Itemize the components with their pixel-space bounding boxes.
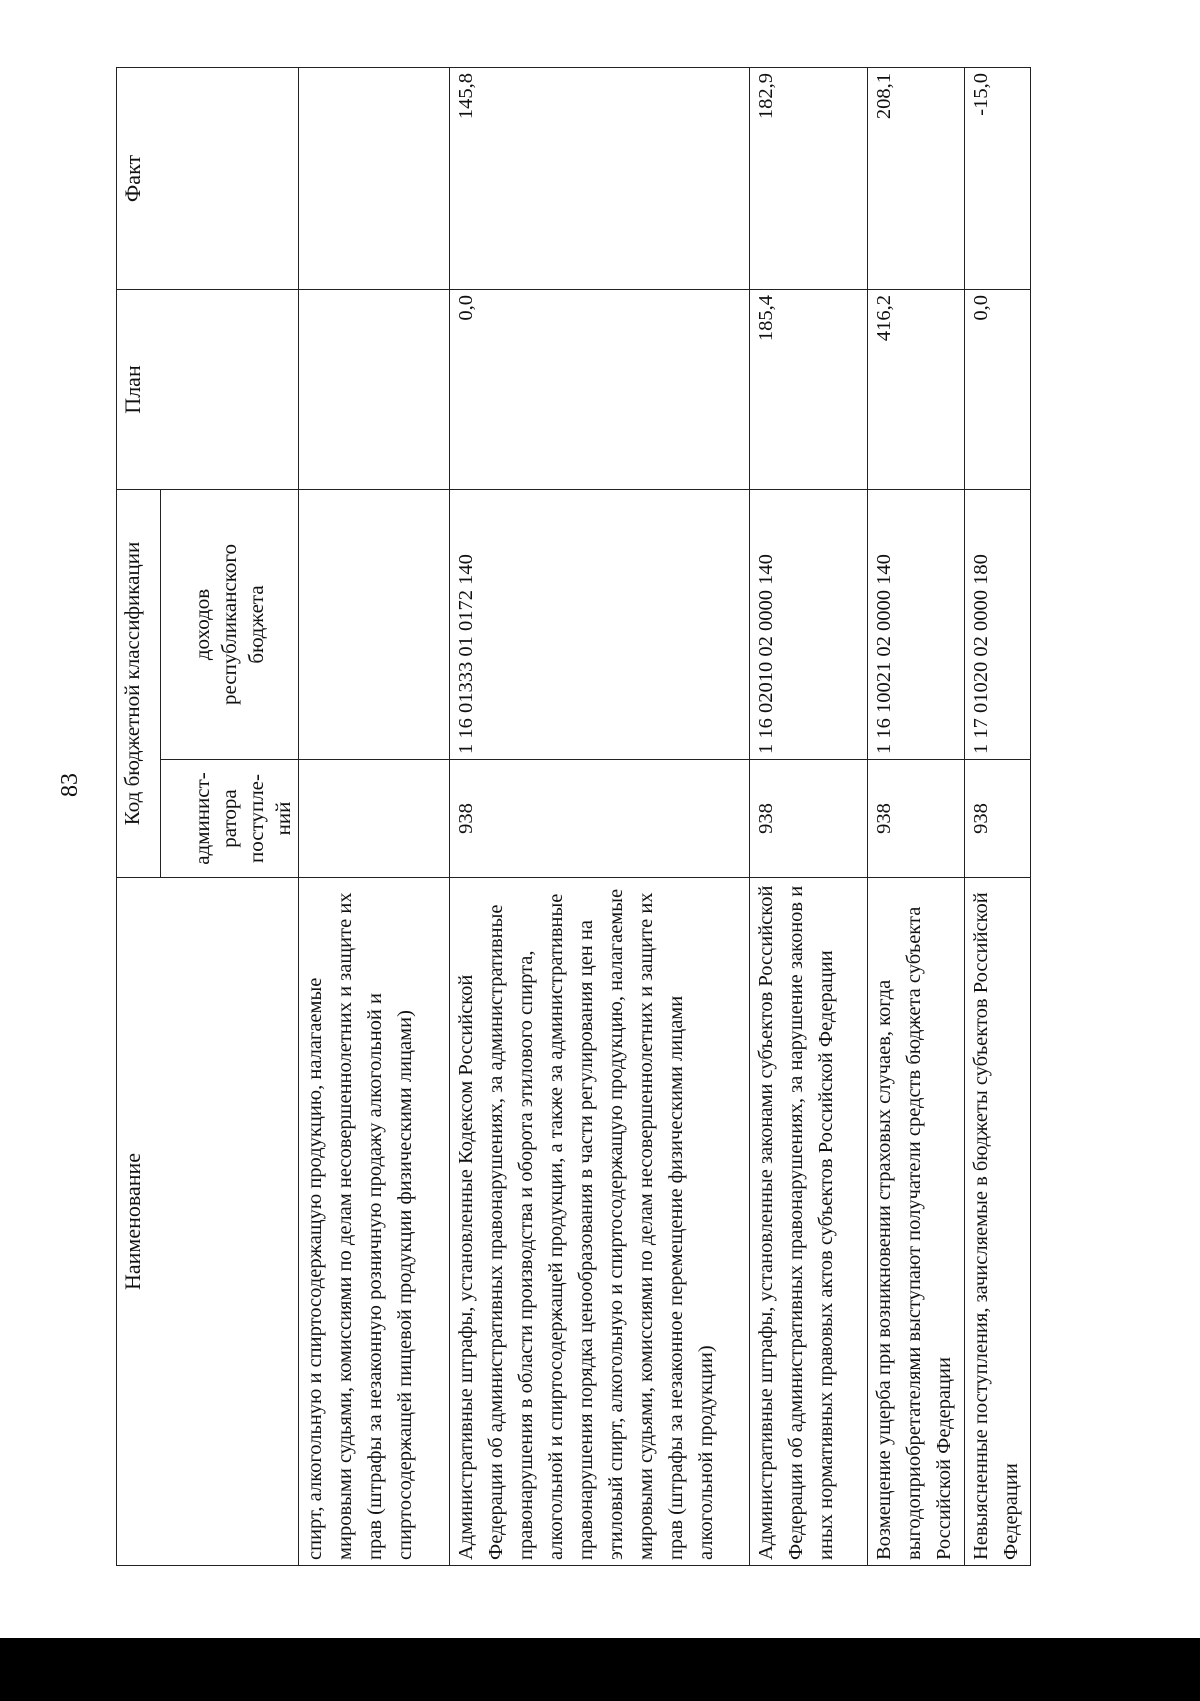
- row-2-code: 1 16 02010 02 0000 140: [750, 489, 868, 759]
- row-3-fact: 208,1: [868, 67, 965, 289]
- header-fact: [117, 67, 299, 289]
- row-0-code: [299, 489, 450, 759]
- table-row: [299, 67, 450, 1565]
- header-income-label: доходов республиканского бюджета: [190, 544, 268, 705]
- header-admin-label: админист- ратора поступле- ний: [190, 772, 295, 865]
- row-3-code: 1 16 10021 02 0000 140: [868, 489, 965, 759]
- table-row: [964, 67, 1030, 1565]
- header-name: [117, 878, 299, 1566]
- row-0-fact: [299, 67, 450, 289]
- row-4-fact: -15,0: [964, 67, 1030, 289]
- header-income: [161, 489, 299, 759]
- budget-table: [116, 67, 1031, 1566]
- header-plan-label: План: [120, 365, 145, 414]
- row-0-admin: [299, 760, 450, 878]
- row-1-fact: 145,8: [449, 67, 750, 289]
- header-fact-label: Факт: [120, 154, 145, 203]
- row-0-plan: [299, 289, 450, 489]
- header-name-label: Наименование: [120, 1152, 145, 1291]
- header-row-1: [117, 67, 161, 1565]
- row-2-fact: 182,9: [750, 67, 868, 289]
- row-4-plan: 0,0: [964, 289, 1030, 489]
- header-code-group: [117, 489, 161, 877]
- table-row: [868, 67, 965, 1565]
- row-4-name: Невыясненные поступления, зачисляемые в бюджеты субъектов Российской Федерации: [964, 878, 1030, 1566]
- row-4-code: 1 17 01020 02 0000 180: [964, 489, 1030, 759]
- budget-table-rotated: [116, 68, 1031, 1566]
- row-3-admin: 938: [868, 760, 965, 878]
- scan-bottom-edge: [0, 1638, 1200, 1701]
- row-0-name: спирт, алкогольную и спиртосодержащую продукцию, налагаемые мировыми судьями, комиссиями по делам несовершеннолетних и защите их прав (штрафы за незаконную розничную продажу алкогольной и спиртосодержащей пищевой продукции физическими лицами): [299, 878, 450, 1566]
- row-2-admin: 938: [750, 760, 868, 878]
- row-3-name: Возмещение ущерба при возникновении страховых случаев, когда выгодоприобретателями выступают получатели средств бюджета субъекта Российской Федерации: [868, 878, 965, 1566]
- row-4-admin: 938: [964, 760, 1030, 878]
- row-2-plan: 185,4: [750, 289, 868, 489]
- row-2-name: Административные штрафы, установленные законами субъектов Российской Федерации об административных правонарушениях, за нарушение законов и иных нормативных правовых актов субъектов Российской Федерации: [750, 878, 868, 1566]
- row-1-plan: 0,0: [449, 289, 750, 489]
- page-number: 83: [57, 773, 83, 797]
- header-admin: [161, 760, 299, 878]
- row-1-name: Административные штрафы, установленные Кодексом Российской Федерации об административных правонарушениях, за административные правонарушения в области производства и оборота этилового спирта, алкогольной и спиртосодержащей продукции, а также за административные правонарушения порядка ценообразования в части регулирования цен на этиловый спирт, алкогольную и спиртосодержащую продукцию, налагаемые мировыми судьями, комиссиями по делам несовершеннолетних и защите их прав (штрафы за незаконное перемещение физическими лицами алкогольной продукции): [449, 878, 750, 1566]
- header-plan: [117, 289, 299, 489]
- row-1-admin: 938: [449, 760, 750, 878]
- row-3-plan: 416,2: [868, 289, 965, 489]
- table-row: [449, 67, 750, 1565]
- row-1-code: 1 16 01333 01 0172 140: [449, 489, 750, 759]
- table-row: [750, 67, 868, 1565]
- header-code-group-label: Код бюджетной классификации: [120, 541, 144, 826]
